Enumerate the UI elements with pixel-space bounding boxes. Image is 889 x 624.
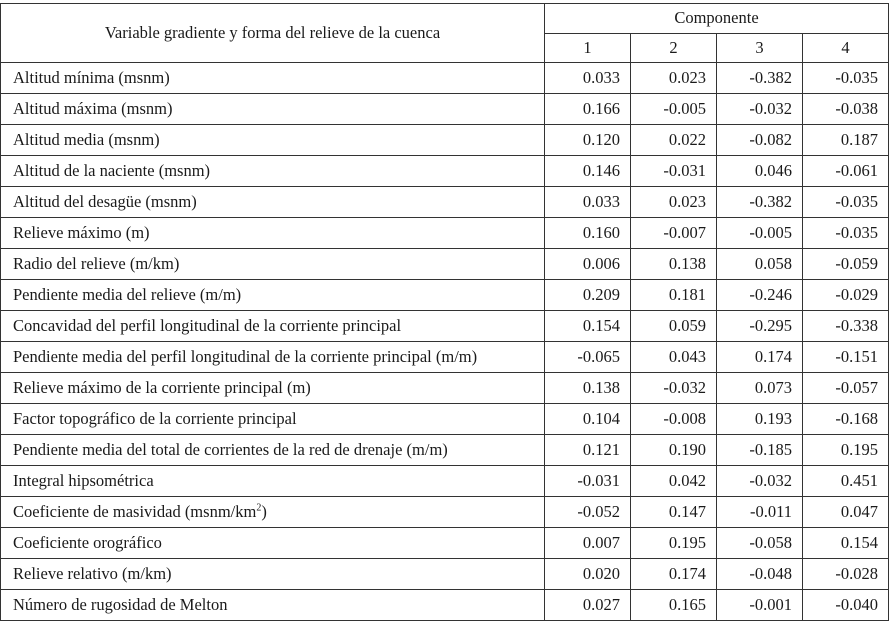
loading-value-component-4: -0.035 bbox=[803, 187, 889, 218]
loading-value-component-3: -0.001 bbox=[717, 590, 803, 621]
table-row bbox=[1, 94, 889, 125]
row-variable-label bbox=[1, 249, 545, 280]
loading-value-component-4: -0.029 bbox=[803, 280, 889, 311]
loading-value-component-2: 0.043 bbox=[631, 342, 717, 373]
loading-value-component-1: 0.120 bbox=[545, 125, 631, 156]
loading-value-component-2: 0.165 bbox=[631, 590, 717, 621]
table-row bbox=[1, 559, 889, 590]
variable-name: Pendiente media del perfil longitudinal de la corriente principal (m/m) bbox=[13, 347, 478, 366]
variable-name-tail: ) bbox=[261, 502, 267, 521]
loading-value-component-1: 0.033 bbox=[545, 187, 631, 218]
row-variable-label bbox=[1, 218, 545, 249]
variable-name: Radio del relieve (m/km) bbox=[13, 254, 180, 273]
unit-superscript: 2 bbox=[256, 502, 262, 514]
table-body bbox=[1, 63, 889, 621]
loading-value-component-4: -0.038 bbox=[803, 94, 889, 125]
variable-name: Altitud de la naciente (msnm) bbox=[13, 161, 211, 180]
loading-value-component-2: -0.007 bbox=[631, 218, 717, 249]
loading-value-component-2: 0.042 bbox=[631, 466, 717, 497]
loading-value-component-4: 0.451 bbox=[803, 466, 889, 497]
loading-value-component-4: -0.028 bbox=[803, 559, 889, 590]
row-variable-label bbox=[1, 559, 545, 590]
loading-value-component-2: 0.147 bbox=[631, 497, 717, 528]
table-row bbox=[1, 373, 889, 404]
header-component: Componente bbox=[545, 4, 889, 34]
loading-value-component-3: -0.032 bbox=[717, 466, 803, 497]
loading-value-component-1: -0.052 bbox=[545, 497, 631, 528]
row-variable-label bbox=[1, 466, 545, 497]
component-loadings-table bbox=[0, 3, 889, 621]
variable-name: Coeficiente orográfico bbox=[13, 533, 162, 552]
row-variable-label bbox=[1, 404, 545, 435]
loading-value-component-2: 0.022 bbox=[631, 125, 717, 156]
table-row bbox=[1, 63, 889, 94]
table-row bbox=[1, 187, 889, 218]
loading-value-component-4: -0.040 bbox=[803, 590, 889, 621]
table-row bbox=[1, 280, 889, 311]
row-variable-label bbox=[1, 94, 545, 125]
table-row bbox=[1, 342, 889, 373]
variable-name: Altitud del desagüe (msnm) bbox=[13, 192, 197, 211]
loading-value-component-3: 0.193 bbox=[717, 404, 803, 435]
variable-name: Pendiente media del relieve (m/m) bbox=[13, 285, 242, 304]
table-row bbox=[1, 590, 889, 621]
variable-name: Integral hipsométrica bbox=[13, 471, 154, 490]
loading-value-component-3: -0.185 bbox=[717, 435, 803, 466]
loading-value-component-2: 0.195 bbox=[631, 528, 717, 559]
loading-value-component-2: -0.005 bbox=[631, 94, 717, 125]
loading-value-component-3: -0.048 bbox=[717, 559, 803, 590]
loading-value-component-1: 0.104 bbox=[545, 404, 631, 435]
loading-value-component-4: -0.338 bbox=[803, 311, 889, 342]
loading-value-component-1: 0.006 bbox=[545, 249, 631, 280]
loading-value-component-3: -0.082 bbox=[717, 125, 803, 156]
loading-value-component-3: 0.174 bbox=[717, 342, 803, 373]
row-variable-label bbox=[1, 311, 545, 342]
loading-value-component-1: 0.209 bbox=[545, 280, 631, 311]
loading-value-component-4: -0.061 bbox=[803, 156, 889, 187]
loading-value-component-1: 0.007 bbox=[545, 528, 631, 559]
loading-value-component-1: 0.020 bbox=[545, 559, 631, 590]
loading-value-component-4: 0.047 bbox=[803, 497, 889, 528]
table-row bbox=[1, 435, 889, 466]
loading-value-component-3: -0.032 bbox=[717, 94, 803, 125]
loading-value-component-1: 0.138 bbox=[545, 373, 631, 404]
table-row bbox=[1, 218, 889, 249]
header-component-4: 4 bbox=[803, 33, 889, 63]
loading-value-component-1: 0.027 bbox=[545, 590, 631, 621]
loading-value-component-3: 0.058 bbox=[717, 249, 803, 280]
loading-value-component-2: 0.181 bbox=[631, 280, 717, 311]
table-row bbox=[1, 156, 889, 187]
table-row bbox=[1, 497, 889, 528]
header-component-3: 3 bbox=[717, 33, 803, 63]
loading-value-component-4: -0.057 bbox=[803, 373, 889, 404]
table-row bbox=[1, 311, 889, 342]
loading-value-component-1: 0.166 bbox=[545, 94, 631, 125]
variable-name: Altitud media (msnm) bbox=[13, 130, 160, 149]
loading-value-component-3: -0.058 bbox=[717, 528, 803, 559]
loading-value-component-3: -0.382 bbox=[717, 187, 803, 218]
loading-value-component-2: 0.138 bbox=[631, 249, 717, 280]
loading-value-component-4: 0.195 bbox=[803, 435, 889, 466]
table-row bbox=[1, 249, 889, 280]
loading-value-component-2: 0.023 bbox=[631, 187, 717, 218]
loading-value-component-2: -0.032 bbox=[631, 373, 717, 404]
variable-name: Pendiente media del total de corrientes de la red de drenaje (m/m) bbox=[13, 440, 448, 459]
variable-name: Relieve máximo (m) bbox=[13, 223, 150, 242]
loading-value-component-4: -0.059 bbox=[803, 249, 889, 280]
row-variable-label bbox=[1, 280, 545, 311]
header-component-2: 2 bbox=[631, 33, 717, 63]
row-variable-label bbox=[1, 590, 545, 621]
row-variable-label bbox=[1, 342, 545, 373]
loading-value-component-1: -0.065 bbox=[545, 342, 631, 373]
loading-value-component-2: -0.031 bbox=[631, 156, 717, 187]
row-variable-label bbox=[1, 156, 545, 187]
loading-value-component-3: -0.011 bbox=[717, 497, 803, 528]
loading-value-component-3: -0.005 bbox=[717, 218, 803, 249]
variable-name: Factor topográfico de la corriente principal bbox=[13, 409, 297, 428]
loading-value-component-4: -0.151 bbox=[803, 342, 889, 373]
row-variable-label bbox=[1, 125, 545, 156]
variable-name: Número de rugosidad de Melton bbox=[13, 595, 228, 614]
row-variable-label bbox=[1, 435, 545, 466]
loading-value-component-2: 0.023 bbox=[631, 63, 717, 94]
loading-value-component-3: -0.382 bbox=[717, 63, 803, 94]
variable-name: Coeficiente de masividad (msnm/km bbox=[13, 502, 257, 521]
table-row bbox=[1, 404, 889, 435]
loading-value-component-4: 0.154 bbox=[803, 528, 889, 559]
variable-name: Altitud máxima (msnm) bbox=[13, 99, 173, 118]
row-variable-label bbox=[1, 63, 545, 94]
loading-value-component-3: 0.073 bbox=[717, 373, 803, 404]
loading-value-component-2: 0.190 bbox=[631, 435, 717, 466]
loading-value-component-1: 0.160 bbox=[545, 218, 631, 249]
loading-value-component-2: -0.008 bbox=[631, 404, 717, 435]
table-row bbox=[1, 125, 889, 156]
loading-value-component-4: -0.168 bbox=[803, 404, 889, 435]
row-variable-label bbox=[1, 187, 545, 218]
variable-name: Altitud mínima (msnm) bbox=[13, 68, 170, 87]
variable-name: Concavidad del perfil longitudinal de la corriente principal bbox=[13, 316, 402, 335]
loading-value-component-2: 0.174 bbox=[631, 559, 717, 590]
loading-value-component-1: 0.146 bbox=[545, 156, 631, 187]
loading-value-component-1: 0.033 bbox=[545, 63, 631, 94]
loading-value-component-1: -0.031 bbox=[545, 466, 631, 497]
loading-value-component-4: -0.035 bbox=[803, 218, 889, 249]
loading-value-component-1: 0.121 bbox=[545, 435, 631, 466]
loading-value-component-3: -0.246 bbox=[717, 280, 803, 311]
variable-name: Relieve máximo de la corriente principal (m) bbox=[13, 378, 311, 397]
loading-value-component-1: 0.154 bbox=[545, 311, 631, 342]
loading-value-component-4: 0.187 bbox=[803, 125, 889, 156]
table-row bbox=[1, 528, 889, 559]
loading-value-component-2: 0.059 bbox=[631, 311, 717, 342]
header-variable: Variable gradiente y forma del relieve de la cuenca bbox=[1, 4, 545, 63]
table-row bbox=[1, 466, 889, 497]
row-variable-label bbox=[1, 528, 545, 559]
variable-name: Relieve relativo (m/km) bbox=[13, 564, 172, 583]
loading-value-component-3: 0.046 bbox=[717, 156, 803, 187]
row-variable-label bbox=[1, 373, 545, 404]
row-variable-label bbox=[1, 497, 545, 528]
loading-value-component-4: -0.035 bbox=[803, 63, 889, 94]
header-component-1: 1 bbox=[545, 33, 631, 63]
loading-value-component-3: -0.295 bbox=[717, 311, 803, 342]
